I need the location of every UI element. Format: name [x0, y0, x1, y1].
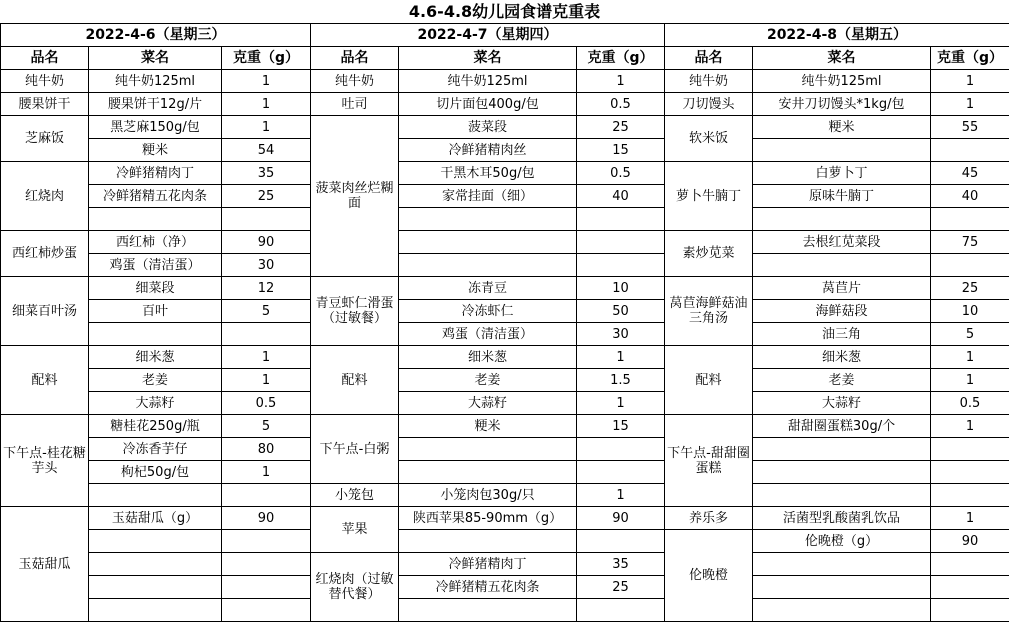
dish-cell: 西红柿（净） [89, 231, 222, 254]
dish-cell: 冷冻虾仁 [399, 300, 577, 323]
item-name-cell: 养乐多 [665, 507, 753, 530]
dish-cell [753, 139, 931, 162]
weight-cell: 25 [577, 116, 665, 139]
header-dish: 菜名 [753, 47, 931, 70]
dish-cell: 冷鲜猪精肉丁 [399, 553, 577, 576]
weight-cell: 90 [222, 231, 311, 254]
date-header-row [1, 24, 1009, 47]
dish-cell [89, 208, 222, 231]
header-weight: 克重（g） [577, 47, 665, 70]
header-weight: 克重（g） [931, 47, 1009, 70]
weight-cell [577, 208, 665, 231]
weight-cell [222, 599, 311, 622]
item-name-cell: 红烧肉（过敏替代餐） [311, 553, 399, 622]
table-row [1, 484, 1009, 507]
weight-cell [577, 231, 665, 254]
dish-cell: 粳米 [89, 139, 222, 162]
weight-cell [577, 530, 665, 553]
dish-cell: 鸡蛋（清洁蛋） [399, 323, 577, 346]
item-name-cell: 纯牛奶 [1, 70, 89, 93]
table-row [1, 231, 1009, 254]
weight-cell: 1 [931, 415, 1009, 438]
header-name: 品名 [1, 47, 89, 70]
table-row [1, 323, 1009, 346]
item-name-cell: 软米饭 [665, 116, 753, 162]
weight-cell: 54 [222, 139, 311, 162]
item-name-cell: 小笼包 [311, 484, 399, 507]
dish-cell [753, 553, 931, 576]
dish-cell [399, 208, 577, 231]
dish-cell: 小笼肉包30g/只 [399, 484, 577, 507]
table-row [1, 139, 1009, 162]
item-name-cell: 配料 [1, 346, 89, 415]
table-row [1, 185, 1009, 208]
weight-cell: 1 [577, 392, 665, 415]
dish-cell [753, 438, 931, 461]
dish-cell: 黑芝麻150g/包 [89, 116, 222, 139]
weight-cell [931, 553, 1009, 576]
weight-cell [931, 208, 1009, 231]
weight-cell: 1 [577, 484, 665, 507]
table-row [1, 438, 1009, 461]
weight-cell: 1 [222, 369, 311, 392]
dish-cell: 冷鲜猪精五花肉条 [89, 185, 222, 208]
item-name-cell: 纯牛奶 [311, 70, 399, 93]
weight-cell: 30 [222, 254, 311, 277]
item-name-cell: 伦晚橙 [665, 530, 753, 622]
dish-cell [753, 208, 931, 231]
dish-cell [399, 599, 577, 622]
dish-cell: 陕西苹果85-90mm（g） [399, 507, 577, 530]
table-row [1, 392, 1009, 415]
weight-cell: 45 [931, 162, 1009, 185]
item-name-cell: 下午点-白粥 [311, 415, 399, 484]
dish-cell: 冷冻香芋仔 [89, 438, 222, 461]
weight-cell: 0.5 [577, 93, 665, 116]
weight-cell: 1.5 [577, 369, 665, 392]
item-name-cell: 配料 [311, 346, 399, 415]
weight-cell: 80 [222, 438, 311, 461]
dish-cell: 冷鲜猪精五花肉条 [399, 576, 577, 599]
dish-cell: 莴苣片 [753, 277, 931, 300]
weight-cell [931, 139, 1009, 162]
weight-cell [222, 323, 311, 346]
item-name-cell: 纯牛奶 [665, 70, 753, 93]
weight-cell: 1 [222, 461, 311, 484]
item-name-cell: 菠菜肉丝烂糊面 [311, 116, 399, 277]
weight-cell: 40 [577, 185, 665, 208]
header-weight: 克重（g） [222, 47, 311, 70]
weight-cell: 50 [577, 300, 665, 323]
table-row [1, 93, 1009, 116]
dish-cell [399, 254, 577, 277]
table-row [1, 254, 1009, 277]
dish-cell: 大蒜籽 [399, 392, 577, 415]
weight-cell [577, 254, 665, 277]
dish-cell: 腰果饼干12g/片 [89, 93, 222, 116]
weight-cell: 15 [577, 415, 665, 438]
weight-cell: 5 [222, 415, 311, 438]
dish-cell: 伦晚橙（g） [753, 530, 931, 553]
item-name-cell: 萝卜牛腩丁 [665, 162, 753, 231]
table-row [1, 415, 1009, 438]
dish-cell: 粳米 [399, 415, 577, 438]
dish-cell: 油三角 [753, 323, 931, 346]
dish-cell [753, 576, 931, 599]
column-header-row [1, 47, 1009, 70]
weight-cell [577, 599, 665, 622]
day-date-2: 2022-4-7（星期四） [311, 24, 665, 47]
dish-cell: 切片面包400g/包 [399, 93, 577, 116]
item-name-cell: 素炒苋菜 [665, 231, 753, 277]
weight-cell [222, 576, 311, 599]
dish-cell: 细菜段 [89, 277, 222, 300]
dish-cell: 枸杞50g/包 [89, 461, 222, 484]
item-name-cell: 腰果饼干 [1, 93, 89, 116]
weight-cell: 25 [577, 576, 665, 599]
weight-cell: 25 [222, 185, 311, 208]
dish-cell [89, 484, 222, 507]
weight-cell: 10 [931, 300, 1009, 323]
dish-cell: 安井刀切馒头*1kg/包 [753, 93, 931, 116]
weight-cell [222, 208, 311, 231]
item-name-cell: 莴苣海鲜菇油三角汤 [665, 277, 753, 346]
dish-cell [753, 599, 931, 622]
item-name-cell: 芝麻饭 [1, 116, 89, 162]
weight-cell: 1 [577, 346, 665, 369]
weight-cell: 55 [931, 116, 1009, 139]
dish-cell: 甜甜圈蛋糕30g/个 [753, 415, 931, 438]
dish-cell: 原味牛腩丁 [753, 185, 931, 208]
dish-cell [399, 530, 577, 553]
page-title: 4.6-4.8幼儿园食谱克重表 [408, 2, 601, 21]
dish-cell: 鸡蛋（清洁蛋） [89, 254, 222, 277]
dish-cell: 糖桂花250g/瓶 [89, 415, 222, 438]
dish-cell: 细米葱 [399, 346, 577, 369]
item-name-cell: 吐司 [311, 93, 399, 116]
dish-cell: 老姜 [89, 369, 222, 392]
dish-cell [89, 553, 222, 576]
weight-cell: 40 [931, 185, 1009, 208]
dish-cell [89, 599, 222, 622]
dish-cell: 大蒜籽 [753, 392, 931, 415]
weight-cell [577, 438, 665, 461]
weight-cell: 1 [931, 507, 1009, 530]
weight-cell: 30 [577, 323, 665, 346]
weight-cell: 0.5 [222, 392, 311, 415]
weight-cell: 35 [577, 553, 665, 576]
weight-cell: 12 [222, 277, 311, 300]
dish-cell [89, 323, 222, 346]
dish-cell [89, 576, 222, 599]
weight-cell: 1 [931, 346, 1009, 369]
weight-cell: 25 [931, 277, 1009, 300]
weight-cell: 5 [931, 323, 1009, 346]
weight-cell [222, 553, 311, 576]
dish-cell: 干黑木耳50g/包 [399, 162, 577, 185]
weight-cell: 1 [931, 369, 1009, 392]
dish-cell: 粳米 [753, 116, 931, 139]
weight-cell: 1 [222, 70, 311, 93]
table-row [1, 162, 1009, 185]
dish-cell [89, 530, 222, 553]
weight-cell: 1 [931, 93, 1009, 116]
weight-cell: 1 [931, 70, 1009, 93]
dish-cell [753, 254, 931, 277]
weight-cell [577, 461, 665, 484]
table-row [1, 461, 1009, 484]
table-row [1, 553, 1009, 576]
dish-cell [399, 438, 577, 461]
dish-cell: 老姜 [753, 369, 931, 392]
item-name-cell: 红烧肉 [1, 162, 89, 231]
table-row [1, 599, 1009, 622]
dish-cell: 家常挂面（细） [399, 185, 577, 208]
header-name: 品名 [311, 47, 399, 70]
day-date-3: 2022-4-8（星期五） [665, 24, 1009, 47]
weight-cell: 1 [222, 93, 311, 116]
dish-cell: 玉菇甜瓜（g） [89, 507, 222, 530]
weight-cell: 5 [222, 300, 311, 323]
dish-cell: 纯牛奶125ml [89, 70, 222, 93]
item-name-cell: 刀切馒头 [665, 93, 753, 116]
header-dish: 菜名 [399, 47, 577, 70]
table-row [1, 507, 1009, 530]
dish-cell: 细米葱 [89, 346, 222, 369]
dish-cell: 纯牛奶125ml [399, 70, 577, 93]
table-row [1, 116, 1009, 139]
weight-cell [222, 530, 311, 553]
weight-cell: 1 [222, 116, 311, 139]
dish-cell: 去根红苋菜段 [753, 231, 931, 254]
dish-cell [753, 461, 931, 484]
item-name-cell: 下午点-桂花糖芋头 [1, 415, 89, 507]
weight-cell: 10 [577, 277, 665, 300]
item-name-cell: 玉菇甜瓜 [1, 507, 89, 622]
header-name: 品名 [665, 47, 753, 70]
item-name-cell: 下午点-甜甜圈蛋糕 [665, 415, 753, 507]
dish-cell: 百叶 [89, 300, 222, 323]
weight-cell [931, 461, 1009, 484]
item-name-cell: 配料 [665, 346, 753, 415]
weight-cell [931, 254, 1009, 277]
dish-cell: 老姜 [399, 369, 577, 392]
dish-cell [399, 461, 577, 484]
item-name-cell: 苹果 [311, 507, 399, 553]
table-row [1, 576, 1009, 599]
dish-cell: 冷鲜猪精肉丁 [89, 162, 222, 185]
weight-cell: 90 [222, 507, 311, 530]
dish-cell: 菠菜段 [399, 116, 577, 139]
dish-cell: 冻青豆 [399, 277, 577, 300]
weight-cell: 90 [931, 530, 1009, 553]
weight-cell [222, 484, 311, 507]
weight-cell [931, 484, 1009, 507]
weight-cell [931, 438, 1009, 461]
table-row [1, 369, 1009, 392]
weight-cell: 15 [577, 139, 665, 162]
item-name-cell: 细菜百叶汤 [1, 277, 89, 346]
weight-cell: 75 [931, 231, 1009, 254]
dish-cell: 活菌型乳酸菌乳饮品 [753, 507, 931, 530]
table-row [1, 346, 1009, 369]
table-row [1, 208, 1009, 231]
day-date-1: 2022-4-6（星期三） [1, 24, 311, 47]
item-name-cell: 西红柿炒蛋 [1, 231, 89, 277]
weight-cell: 90 [577, 507, 665, 530]
table-row [1, 530, 1009, 553]
table-row [1, 70, 1009, 93]
dish-cell [399, 231, 577, 254]
dish-cell: 冷鲜猪精肉丝 [399, 139, 577, 162]
table-row [1, 300, 1009, 323]
weight-cell [931, 576, 1009, 599]
weight-cell: 1 [222, 346, 311, 369]
dish-cell: 海鲜菇段 [753, 300, 931, 323]
weight-cell: 0.5 [577, 162, 665, 185]
item-name-cell: 青豆虾仁滑蛋（过敏餐） [311, 277, 399, 346]
dish-cell: 大蒜籽 [89, 392, 222, 415]
weight-cell: 1 [577, 70, 665, 93]
weight-cell: 0.5 [931, 392, 1009, 415]
dish-cell: 纯牛奶125ml [753, 70, 931, 93]
menu-weight-table [0, 23, 1009, 622]
table-row [1, 277, 1009, 300]
dish-cell: 细米葱 [753, 346, 931, 369]
weight-cell [931, 599, 1009, 622]
header-dish: 菜名 [89, 47, 222, 70]
weight-cell: 35 [222, 162, 311, 185]
dish-cell [753, 484, 931, 507]
dish-cell: 白萝卜丁 [753, 162, 931, 185]
